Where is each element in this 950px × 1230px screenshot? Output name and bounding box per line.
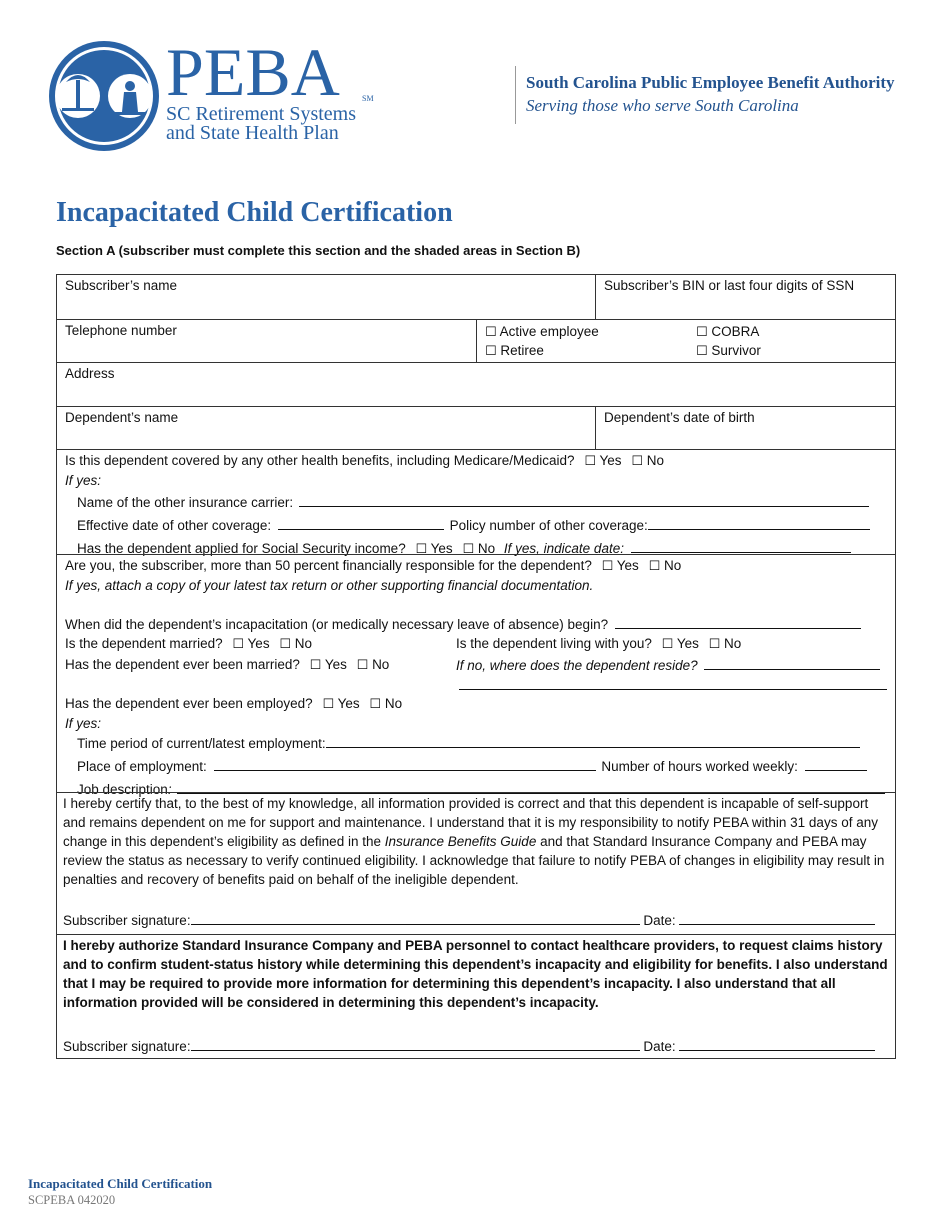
dependent-dob-field[interactable] <box>595 407 895 449</box>
row-address <box>57 362 895 406</box>
married-question: Is the dependent married? <box>65 636 223 651</box>
subscriber-bin-label: Subscriber’s BIN or last four digits of SSN <box>604 278 855 293</box>
employed-no-checkbox[interactable]: ☐ <box>369 697 382 712</box>
financial-no-label: No <box>663 558 682 573</box>
subscriber-name-field[interactable] <box>57 275 596 319</box>
ever-married-yes-checkbox[interactable]: ☐ <box>309 658 322 673</box>
row-dependent <box>57 406 895 449</box>
employed-if-yes: If yes: <box>65 716 102 731</box>
subscriber-bin-field[interactable] <box>595 275 895 319</box>
coverage-no-checkbox[interactable]: ☐ <box>631 454 643 469</box>
living-yes-checkbox[interactable]: ☐ <box>661 637 674 652</box>
status-options <box>476 320 895 362</box>
married-no-label: No <box>294 636 313 651</box>
coverage-yes-label: Yes <box>599 453 622 468</box>
logo-subtitle-1: SC Retirement Systems <box>166 103 356 125</box>
row-financial <box>57 554 895 797</box>
ever-married-question: Has the dependent ever been married? <box>65 657 300 672</box>
ssi-date-input[interactable] <box>631 538 851 553</box>
ssi-yes-label: Yes <box>430 541 453 556</box>
living-no-label: No <box>724 636 742 651</box>
reside-input[interactable] <box>704 655 880 670</box>
address-label: Address <box>65 366 115 381</box>
footer <box>28 1176 212 1208</box>
living-yes-label: Yes <box>676 636 699 651</box>
cobra-label: COBRA <box>711 324 760 339</box>
organization-name: South Carolina Public Employee Benefit Authority <box>526 73 895 92</box>
ssi-question: Has the dependent applied for Social Security income? <box>77 541 406 556</box>
certification-text-b: and that Standard Insurance Company and PEBA may review the status as necessary to verify continued eligibility. I acknowledge that failure to notify PEBA of changes in eligibility may result in penalties and recovery of benefits paid on behalf of the ineligible dependent. <box>63 834 885 887</box>
footer-title: Incapacitated Child Certification <box>28 1176 213 1191</box>
financial-yes-checkbox[interactable]: ☐ <box>601 559 614 574</box>
ssi-date-label: If yes, indicate date: <box>503 541 624 556</box>
time-period-label: Time period of current/latest employment: <box>77 736 326 751</box>
peba-logo <box>166 34 374 144</box>
incapacitation-question: When did the dependent’s incapacitation (or medically necessary leave of absence) begin? <box>65 617 609 632</box>
living-question: Is the dependent living with you? <box>456 636 652 651</box>
policy-number-input[interactable] <box>648 515 870 530</box>
certification-date-label: Date: <box>643 913 676 928</box>
logo-subtitle-2: and State Health Plan <box>166 122 339 144</box>
hours-input[interactable] <box>805 756 867 771</box>
telephone-field[interactable] <box>57 320 477 362</box>
financial-no-checkbox[interactable]: ☐ <box>648 559 661 574</box>
survivor-label: Survivor <box>711 343 761 358</box>
effective-date-label: Effective date of other coverage: <box>77 518 272 533</box>
married-yes-checkbox[interactable]: ☐ <box>232 637 245 652</box>
certification-signature-input[interactable] <box>191 910 640 925</box>
carrier-label: Name of the other insurance carrier: <box>77 495 294 510</box>
financial-yes-label: Yes <box>616 558 639 573</box>
certification-form <box>56 274 896 1059</box>
address-field[interactable] <box>57 363 895 406</box>
row-coverage <box>57 449 895 557</box>
organization-block <box>526 73 895 116</box>
place-label: Place of employment: <box>77 759 207 774</box>
authorization-date-input[interactable] <box>679 1036 875 1051</box>
incapacitation-date-input[interactable] <box>615 614 861 629</box>
dependent-dob-label: Dependent’s date of birth <box>604 410 755 425</box>
organization-tagline: Serving those who serve South Carolina <box>526 96 799 115</box>
married-no-checkbox[interactable]: ☐ <box>279 637 291 652</box>
ssi-no-label: No <box>477 541 496 556</box>
cobra-checkbox[interactable]: ☐ <box>696 325 708 340</box>
place-input[interactable] <box>214 756 596 771</box>
row-telephone <box>57 319 895 362</box>
header-divider <box>515 66 516 124</box>
policy-number-label: Policy number of other coverage: <box>449 518 648 533</box>
hours-label: Number of hours worked weekly: <box>601 759 798 774</box>
ever-married-no-checkbox[interactable]: ☐ <box>356 658 369 673</box>
reside-question: If no, where does the dependent reside? <box>456 658 698 673</box>
sc-state-seal <box>48 40 160 152</box>
certification-signature-label: Subscriber signature: <box>63 913 191 928</box>
certification-text-a: I hereby certify that, to the best of my knowledge, all information provided is correct and that this dependent is incapable of self-support and remains dependent on me for support and maintenance. I understand that it is my responsibility to notify PEBA within 31 days of any change in this dependent’s eligibility as defined in the <box>63 796 878 849</box>
retiree-label: Retiree <box>500 343 544 358</box>
row-authorization <box>57 934 895 1058</box>
benefits-guide-title: Insurance Benefits Guide <box>384 834 537 849</box>
financial-question: Are you, the subscriber, more than 50 percent financially responsible for the dependent? <box>65 558 592 573</box>
ssi-yes-checkbox[interactable]: ☐ <box>415 542 428 557</box>
reside-input-line-2[interactable] <box>459 675 887 690</box>
ever-married-no-label: No <box>372 657 390 672</box>
coverage-question: Is this dependent covered by any other health benefits, including Medicare/Medicaid? <box>65 453 575 468</box>
dependent-name-label: Dependent’s name <box>65 410 179 425</box>
coverage-if-yes: If yes: <box>65 473 102 488</box>
subscriber-name-label: Subscriber’s name <box>65 278 178 293</box>
footer-code: SCPEBA 042020 <box>28 1193 116 1207</box>
job-description-colon: : <box>167 782 172 797</box>
employed-question: Has the dependent ever been employed? <box>65 696 313 711</box>
dependent-name-field[interactable] <box>57 407 596 449</box>
living-no-checkbox[interactable]: ☐ <box>708 637 721 652</box>
section-label: Section A (subscriber must complete this section and the shaded areas in Section B) <box>56 243 581 258</box>
employed-yes-checkbox[interactable]: ☐ <box>322 697 335 712</box>
authorization-date-label: Date: <box>643 1039 676 1054</box>
row-certification <box>57 792 895 934</box>
row-subscriber <box>57 275 895 319</box>
certification-text <box>63 794 889 889</box>
certification-date-input[interactable] <box>679 910 875 925</box>
logo-service-mark: SM <box>362 94 374 103</box>
coverage-no-label: No <box>646 453 664 468</box>
page-title: Incapacitated Child Certification <box>56 197 453 228</box>
ssi-no-checkbox[interactable]: ☐ <box>462 542 475 557</box>
active-employee-checkbox[interactable]: ☐ <box>485 325 497 340</box>
married-yes-label: Yes <box>247 636 270 651</box>
job-description-label: Job description <box>77 782 168 797</box>
survivor-checkbox[interactable]: ☐ <box>696 344 708 359</box>
logo-text: PEBA <box>166 34 340 110</box>
time-period-input[interactable] <box>326 733 860 748</box>
ever-married-yes-label: Yes <box>324 657 347 672</box>
coverage-yes-checkbox[interactable]: ☐ <box>584 454 596 469</box>
authorization-text: I hereby authorize Standard Insurance Company and PEBA personnel to contact healthcare providers, to request claims history and to confirm student-status history while determining this dependent’s incapacity and eligibility for benefits. I also understand that I may be required to provide more information for determining this dependent’s incapacity. I also understand that all information provided will be considered in determining this dependent’s incapacity. <box>63 938 888 1010</box>
carrier-input[interactable] <box>299 492 869 507</box>
active-employee-label: Active employee <box>499 324 599 339</box>
employed-no-label: No <box>384 696 403 711</box>
telephone-label: Telephone number <box>65 323 177 338</box>
financial-note: If yes, attach a copy of your latest tax return or other supporting financial documentation. <box>65 578 594 593</box>
employed-yes-label: Yes <box>337 696 360 711</box>
authorization-signature-input[interactable] <box>191 1036 640 1051</box>
authorization-signature-label: Subscriber signature: <box>63 1039 191 1054</box>
retiree-checkbox[interactable]: ☐ <box>485 344 497 359</box>
effective-date-input[interactable] <box>278 515 444 530</box>
